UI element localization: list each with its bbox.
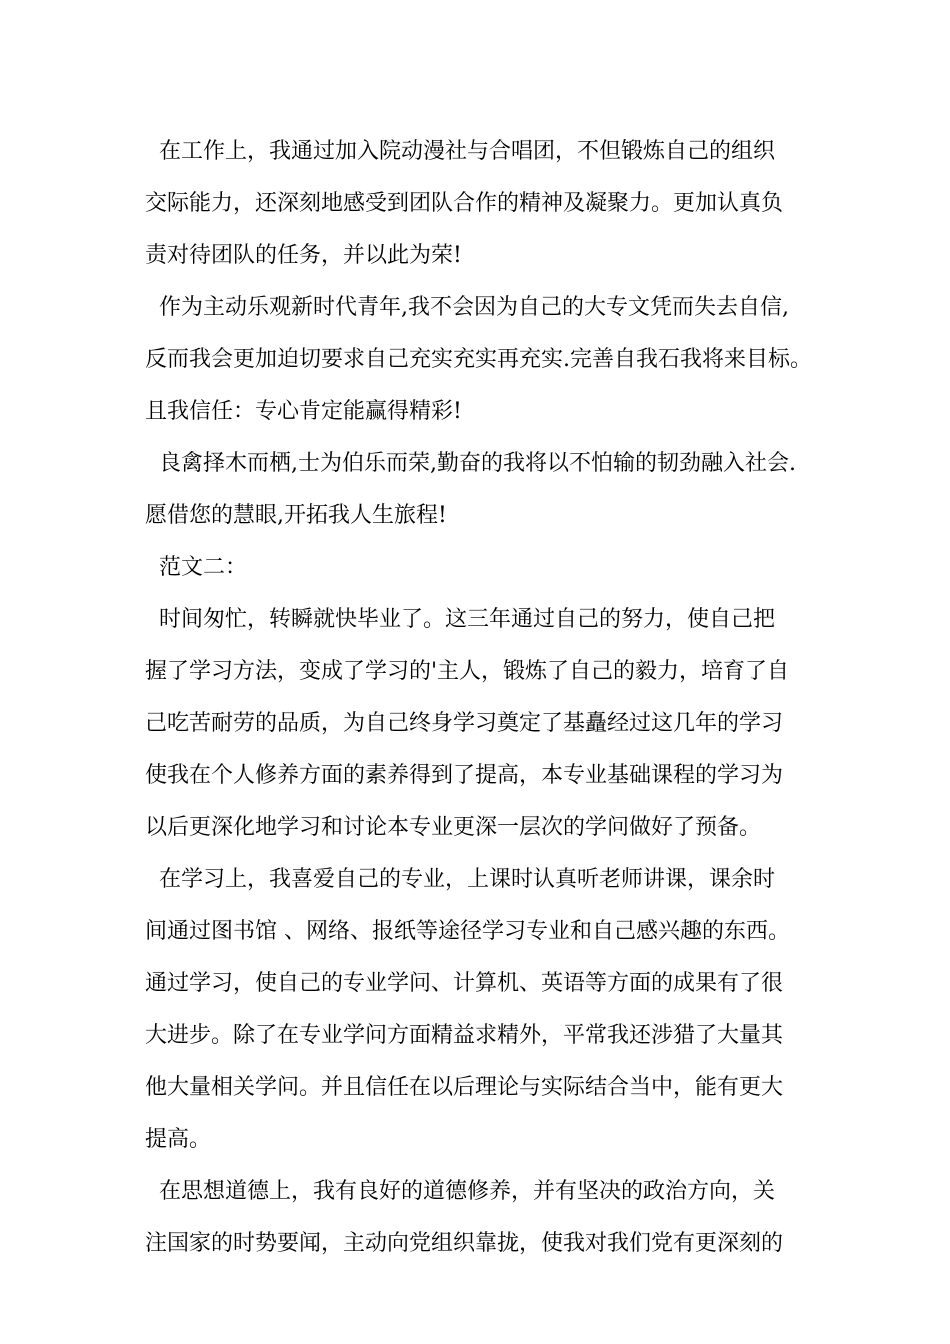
text-line: 在学习上，我喜爱自己的专业，上课时认真听老师讲课，课余时 xyxy=(145,867,775,892)
text-line: 他大量相关学问。并且信任在以后理论与实际结合当中，能有更大 xyxy=(145,1075,784,1100)
text-line: 愿借您的慧眼,开拓我人生旅程! xyxy=(145,503,447,528)
text-line: 间通过图书馆 、网络、报纸等途径学习专业和自己感兴趣的东西。 xyxy=(145,919,790,944)
text-line: 注国家的时势要闻，主动向党组织靠拢，使我对我们党有更深刻的 xyxy=(145,1231,784,1256)
text-line: 在工作上，我通过加入院动漫社与合唱团，不但锻炼自己的组织 xyxy=(145,139,775,164)
text-line: 且我信任：专心肯定能赢得精彩! xyxy=(145,399,462,424)
text-line: 时间匆忙，转瞬就快毕业了。这三年通过自己的努力，使自己把 xyxy=(145,607,775,632)
text-line: 己吃苦耐劳的品质，为自己终身学习奠定了基矗经过这几年的学习 xyxy=(145,711,784,736)
text-line: 提高。 xyxy=(145,1127,212,1152)
text-line: 交际能力，还深刻地感受到团队合作的精神及凝聚力。更加认真负 xyxy=(145,191,784,216)
text-line: 作为主动乐观新时代青年,我不会因为自己的大专文凭而失去自信, xyxy=(145,295,789,320)
text-line: 使我在个人修养方面的素养得到了提高，本专业基础课程的学习为 xyxy=(145,763,784,788)
section-heading: 范文二： xyxy=(145,555,247,580)
text-line: 在思想道德上，我有良好的道德修养，并有坚决的政治方向，关 xyxy=(145,1179,775,1204)
text-line: 良禽择木而栖,士为伯乐而荣,勤奋的我将以不怕输的韧劲融入社会. xyxy=(145,451,796,476)
text-line: 握了学习方法，变成了学习的'主人，锻炼了自己的毅力，培育了自 xyxy=(145,659,790,684)
text-line: 责对待团队的任务，并以此为荣! xyxy=(145,243,462,268)
text-line: 以后更深化地学习和讨论本专业更深一层次的学问做好了预备。 xyxy=(145,815,762,840)
document-body xyxy=(145,130,825,1266)
text-line: 反而我会更加迫切要求自己充实充实再充实.完善自我石我将来目标。 xyxy=(145,347,812,372)
text-line: 通过学习，使自己的专业学问、计算机、英语等方面的成果有了很 xyxy=(145,971,784,996)
text-line: 大进步。除了在专业学问方面精益求精外，平常我还涉猎了大量其 xyxy=(145,1023,784,1048)
